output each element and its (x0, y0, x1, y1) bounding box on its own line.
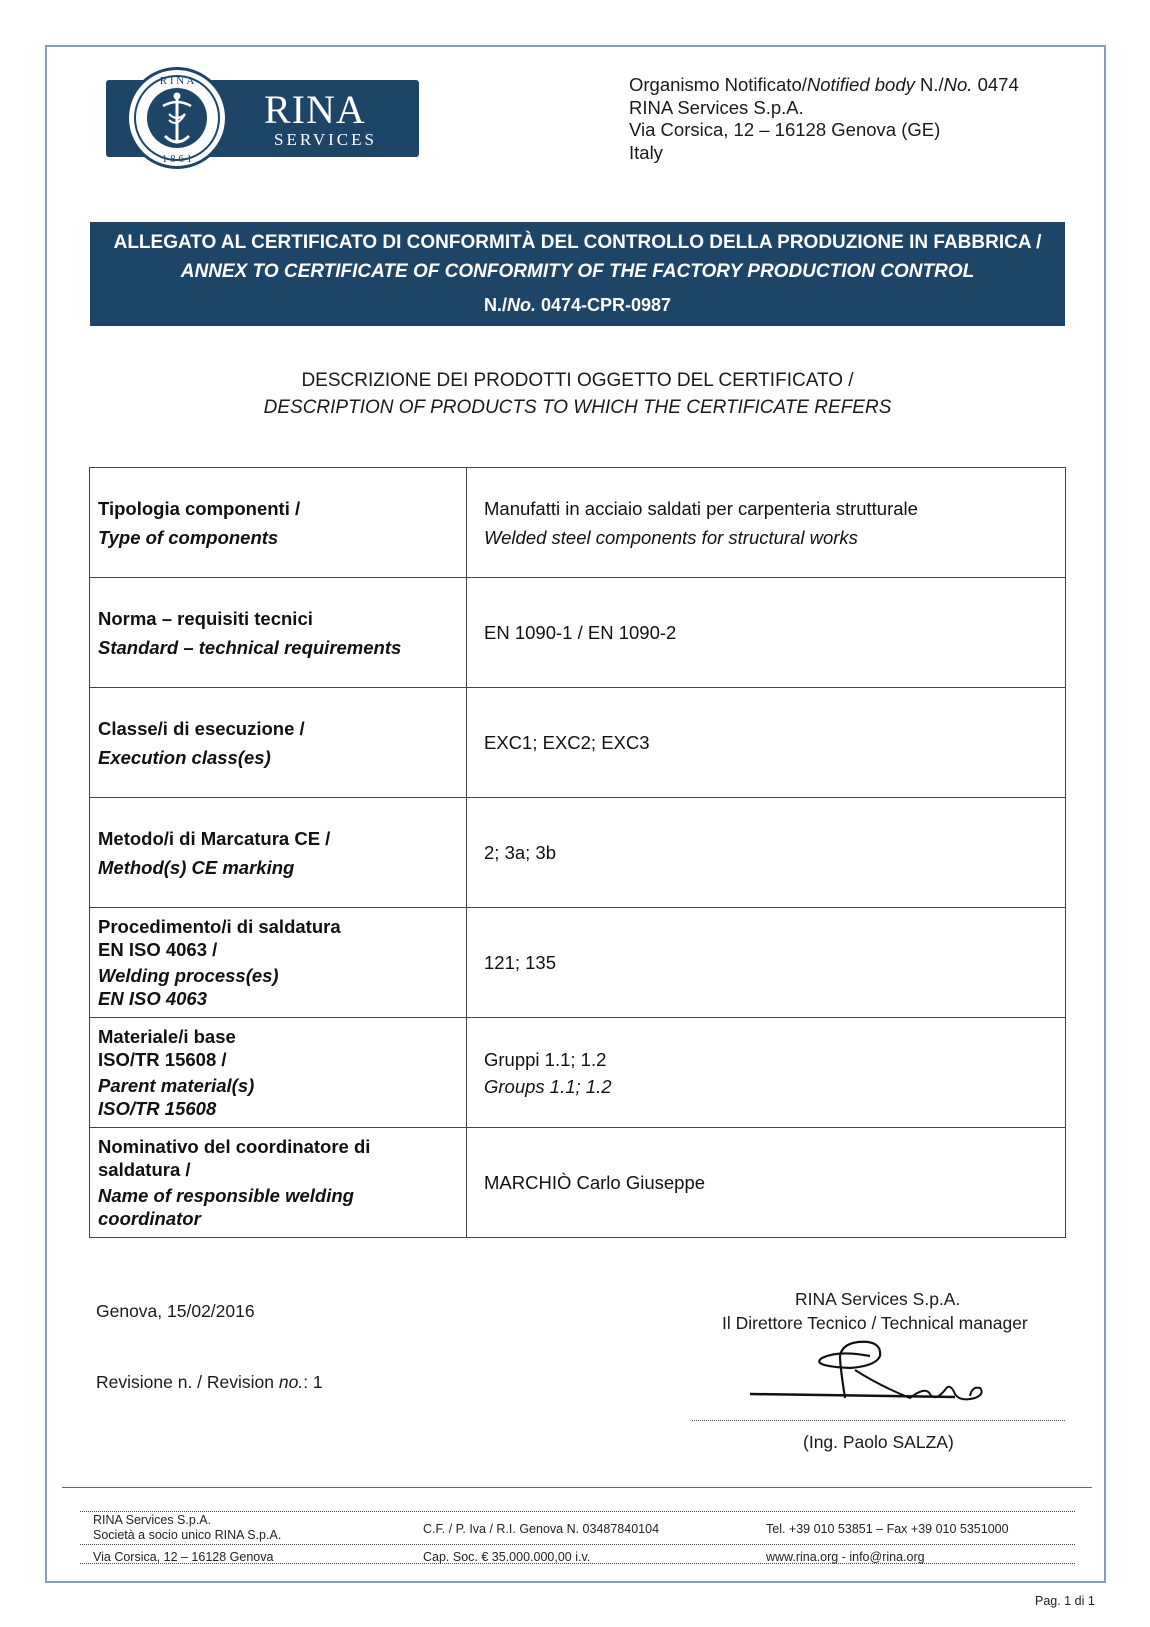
rina-seal-icon (126, 67, 228, 169)
label-en: Standard – technical requirements (98, 636, 402, 658)
signoff-role: Il Direttore Tecnico / Technical manager (722, 1313, 1028, 1333)
table-row (90, 908, 1066, 1018)
table-row (90, 468, 1066, 578)
label-it-2: saldatura / (98, 1159, 191, 1180)
label-en: Parent material(s) (98, 1075, 255, 1096)
value-it: Gruppi 1.1; 1.2 (484, 1048, 607, 1070)
notified-body-block (629, 74, 1019, 164)
value: 2; 3a; 3b (484, 842, 557, 863)
table-value-cell (467, 578, 1066, 688)
notified-country: Italy (629, 141, 663, 163)
table-row (90, 798, 1066, 908)
label-it: Procedimento/i di saldatura (98, 916, 341, 937)
table-label-cell (90, 578, 467, 688)
table-value-cell (467, 688, 1066, 798)
label-it-2: EN ISO 4063 / (98, 939, 218, 960)
svg-text:R I N A: R I N A (159, 75, 195, 87)
footer-phone: Tel. +39 010 53851 – Fax +39 010 5351000 (766, 1522, 1009, 1536)
banner-number (90, 295, 1065, 316)
table-label-cell (90, 1128, 467, 1238)
label-it: Metodo/i di Marcatura CE / (98, 827, 331, 849)
table-label-cell (90, 908, 467, 1018)
label-en: Method(s) CE marking (98, 856, 295, 878)
svg-text:1 8 6 1: 1 8 6 1 (161, 153, 193, 165)
label-en: Type of components (98, 526, 279, 548)
table-row (90, 1128, 1066, 1238)
logo-sub: SERVICES (274, 130, 377, 149)
notified-it: Organismo Notificato/ (629, 74, 807, 95)
rina-logo (106, 75, 419, 165)
footer-address: Via Corsica, 12 – 16128 Genova (93, 1550, 274, 1564)
notified-address: Via Corsica, 12 – 16128 Genova (GE) (629, 119, 941, 140)
value: EXC1; EXC2; EXC3 (484, 732, 650, 753)
label-en-2: coordinator (98, 1208, 201, 1229)
table-label-cell (90, 798, 467, 908)
label-it-2: ISO/TR 15608 / (98, 1049, 227, 1070)
value-en: Welded steel components for structural works (484, 526, 858, 548)
footer-dotted-rule (80, 1544, 1075, 1545)
footer-tax: C.F. / P. Iva / R.I. Genova N. 03487840104 (423, 1522, 660, 1536)
table-row (90, 578, 1066, 688)
table-value-cell (467, 798, 1066, 908)
value-en: Groups 1.1; 1.2 (484, 1075, 612, 1097)
value-it: Manufatti in acciaio saldati per carpenteria strutturale (484, 497, 918, 519)
footer-web[interactable]: www.rina.org - info@rina.org (766, 1550, 925, 1564)
footer-company-sub: Società a socio unico RINA S.p.A. (93, 1528, 282, 1542)
value: EN 1090-1 / EN 1090-2 (484, 622, 677, 643)
label-en: Execution class(es) (98, 746, 271, 768)
revision-label: Revisione n. / Revision (96, 1372, 279, 1392)
table-row (90, 1018, 1066, 1128)
banner-number-no: No. (506, 295, 536, 315)
footer-dotted-rule (80, 1511, 1075, 1512)
signature-line (692, 1420, 1065, 1421)
label-it: Norma – requisiti tecnici (98, 607, 313, 629)
value: MARCHIÒ Carlo Giuseppe (484, 1172, 706, 1193)
table-label-cell (90, 468, 467, 578)
page-number: Pag. 1 di 1 (1035, 1594, 1095, 1608)
signatory-name: (Ing. Paolo SALZA) (803, 1432, 954, 1452)
table-label-cell (90, 688, 467, 798)
label-en-2: ISO/TR 15608 (98, 1098, 217, 1119)
label-it: Classe/i di esecuzione / (98, 717, 305, 739)
revision (96, 1372, 323, 1393)
value: 121; 135 (484, 952, 557, 973)
banner-number-value: 0474-CPR-0987 (535, 295, 672, 315)
footer-company: RINA Services S.p.A. (93, 1513, 212, 1527)
place-date: Genova, 15/02/2016 (96, 1301, 255, 1321)
table-label-cell (90, 1018, 467, 1128)
label-it: Nominativo del coordinatore di (98, 1136, 371, 1157)
label-en: Name of responsible welding (98, 1185, 354, 1206)
notified-n: N./ (914, 74, 944, 95)
label-en: Welding process(es) (98, 965, 279, 986)
notified-company: RINA Services S.p.A. (629, 96, 804, 118)
revision-value: : 1 (303, 1372, 323, 1392)
table-value-cell (467, 1128, 1066, 1238)
table-row (90, 688, 1066, 798)
notified-body-line (629, 74, 1019, 97)
notified-number: 0474 (972, 74, 1019, 95)
table-value-cell (467, 908, 1066, 1018)
table-value-cell (467, 1018, 1066, 1128)
banner-title-en: ANNEX TO CERTIFICATE OF CONFORMITY OF THE FACTORY PRODUCTION CONTROL (180, 261, 975, 282)
logo-brand: RINA (264, 87, 366, 132)
banner-number-prefix: N./ (483, 295, 507, 315)
notified-no: No. (943, 74, 973, 95)
certificate-banner (90, 222, 1065, 326)
products-table (89, 467, 1066, 1238)
table-value-cell (467, 468, 1066, 578)
description-en: DESCRIPTION OF PRODUCTS TO WHICH THE CERTIFICATE REFERS (263, 397, 892, 418)
label-it: Materiale/i base (98, 1026, 236, 1047)
signature (740, 1336, 1020, 1416)
signoff-company: RINA Services S.p.A. (795, 1289, 961, 1309)
label-it: Tipologia componenti / (98, 497, 301, 519)
description-it: DESCRIZIONE DEI PRODOTTI OGGETTO DEL CERTIFICATO / (301, 370, 854, 391)
footer-rule (62, 1487, 1092, 1488)
label-en-2: EN ISO 4063 (98, 988, 208, 1009)
footer-capital: Cap. Soc. € 35.000.000,00 i.v. (423, 1550, 591, 1564)
banner-title-it: ALLEGATO AL CERTIFICATO DI CONFORMITÀ DEL CONTROLLO DELLA PRODUZIONE IN FABBRICA / (113, 232, 1042, 253)
notified-en: Notified body (806, 74, 915, 95)
revision-no: no. (278, 1372, 304, 1392)
